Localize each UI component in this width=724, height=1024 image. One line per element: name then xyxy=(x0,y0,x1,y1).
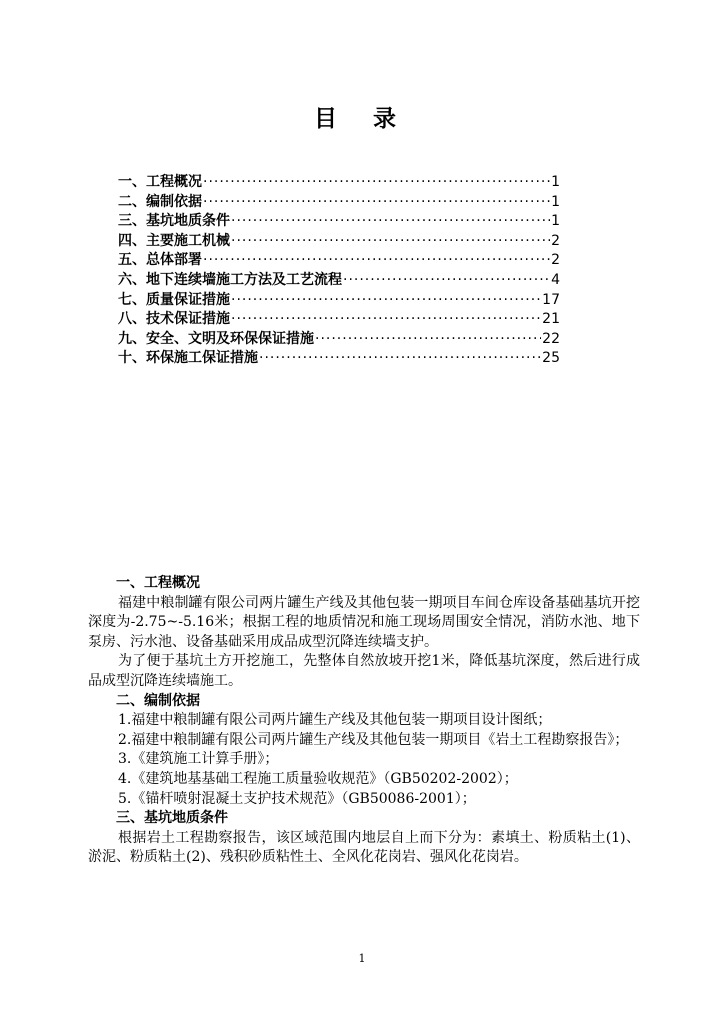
toc-row[interactable] xyxy=(118,210,560,230)
page-number: 1 xyxy=(358,952,366,965)
toc-row[interactable] xyxy=(118,347,560,367)
list-item: 5.《锚杆喷射混凝土支护技术规范》（GB50086-2001）； xyxy=(118,790,476,807)
toc-label: 二、编制依据 xyxy=(118,193,202,210)
toc-row[interactable] xyxy=(118,289,560,309)
toc-page: 1 xyxy=(551,174,560,190)
toc-row[interactable] xyxy=(118,308,560,328)
toc-leader xyxy=(343,272,550,288)
toc-page: 4 xyxy=(551,271,560,288)
toc-row[interactable] xyxy=(118,269,560,289)
toc-label: 六、地下连续墙施工方法及工艺流程 xyxy=(118,271,342,288)
toc-page: 2 xyxy=(551,232,560,249)
toc-page: 1 xyxy=(551,213,560,230)
toc-leader xyxy=(203,194,550,210)
toc-row[interactable] xyxy=(118,230,560,250)
toc-page: 17 xyxy=(542,291,560,308)
toc-label: 四、主要施工机械 xyxy=(118,232,230,249)
table-of-contents xyxy=(118,171,560,367)
toc-label: 八、技术保证措施 xyxy=(118,311,230,328)
toc-leader xyxy=(203,174,550,190)
list-item: 1.福建中粮制罐有限公司两片罐生产线及其他包装一期项目设计图纸； xyxy=(118,712,552,729)
toc-label: 十、环保施工保证措施 xyxy=(118,350,258,367)
list-item: 2.福建中粮制罐有限公司两片罐生产线及其他包装一期项目《岩土工程勘察报告》； xyxy=(118,731,629,748)
list-item: 3.《建筑施工计算手册》； xyxy=(118,751,279,768)
section-heading: 二、编制依据 xyxy=(116,692,200,709)
section-heading: 一、工程概况 xyxy=(116,575,200,591)
toc-leader xyxy=(259,350,541,366)
toc-page: 22 xyxy=(542,330,560,347)
toc-leader xyxy=(231,213,550,229)
document-body xyxy=(88,574,640,868)
toc-label: 七、质量保证措施 xyxy=(118,291,230,308)
page-title: 目 录 xyxy=(313,106,410,132)
section-heading: 三、基坑地质条件 xyxy=(116,810,228,827)
toc-row[interactable] xyxy=(118,191,560,211)
toc-row[interactable] xyxy=(118,171,560,191)
toc-row[interactable] xyxy=(118,249,560,269)
toc-leader xyxy=(231,311,541,327)
paragraph: 福建中粮制罐有限公司两片罐生产线及其他包装一期项目车间仓库设备基础基坑开挖深度为-2.75~-5.16米；根据工程的地质情况和施工现场周围安全情况，消防水池、地下泵房、污水池、设备基础采用成品成型沉降连续墙支护。 xyxy=(88,594,640,650)
toc-page: 2 xyxy=(551,252,560,269)
toc-leader xyxy=(315,331,541,347)
toc-leader xyxy=(231,292,541,308)
toc-page: 1 xyxy=(551,193,560,210)
toc-label: 九、安全、文明及环保保证措施 xyxy=(118,330,314,347)
toc-label: 三、基坑地质条件 xyxy=(118,213,230,230)
list-item: 4.《建筑地基基础工程施工质量验收规范》（GB50202-2002）； xyxy=(118,770,518,787)
toc-page: 25 xyxy=(542,350,560,367)
paragraph: 为了便于基坑土方开挖施工，先整体自然放坡开挖1米，降低基坑深度，然后进行成品成型沉降连续墙施工。 xyxy=(88,653,640,689)
toc-page: 21 xyxy=(542,311,560,328)
toc-leader xyxy=(203,252,550,268)
toc-leader xyxy=(231,233,550,249)
toc-label: 一、工程概况 xyxy=(118,174,202,190)
paragraph: 根据岩土工程勘察报告，该区域范围内地层自上而下分为：素填土、粉质粘土(1)、淤泥、粉质粘土(2)、残积砂质粘性土、全风化花岗岩、强风化花岗岩。 xyxy=(88,829,640,866)
toc-row[interactable] xyxy=(118,328,560,348)
toc-label: 五、总体部署 xyxy=(118,252,202,269)
